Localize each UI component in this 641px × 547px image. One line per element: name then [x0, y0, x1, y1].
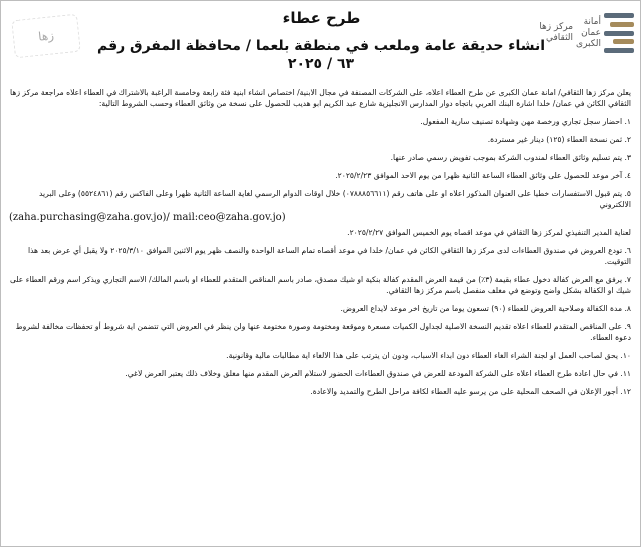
- condition-5-continued: لعناية المدير التنفيذي لمركز زها الثقافي في موعد اقصاه يوم الخميس الموافق ٢٠٢٥/٢/٢٧.: [347, 228, 631, 237]
- condition-7: ٧. يرفق مع العرض كفالة دخول عطاء بقيمة (٣٪) من قيمة العرض المقدم كفالة بنكية او شيك مصدق، صادر باسم المناقص المتقدم للعطاء او باسم المالك/ الاسم التجاري ويذكر اسم ورقم العطاء على شيك او الكفالة بشكل واضح وتوضع في مغلف منفصل باسم مركز زها الثقافي.: [9, 275, 631, 295]
- condition-10: ١٠. يحق لصاحب العمل او لجنة الشراء الغاء العطاء دون ابداء الاسباب، ودون ان يترتب على هذا الالغاء اية مطالبات مالية وقانونية.: [226, 351, 631, 360]
- condition-9: ٩. على المناقص المتقدم للعطاء اعلاه تقديم النسخة الاصلية لجداول الكميات مسعرة وموقعة ومختومة وصورة مختومة عنها ولن ينظر في العروض التي تتضمن اية شروط أو تحفظات مخالفة لشروط دعوة العطاء.: [15, 322, 631, 342]
- contact-emails: (zaha.purchasing@zaha.gov.jo)/ mail:ceo@zaha.gov.jo): [9, 212, 286, 223]
- page-title: طرح عطاء: [282, 9, 361, 27]
- watermark-text: زها: [37, 28, 55, 44]
- logo-line-4: عمان: [581, 27, 601, 38]
- logo-line-3: أمانة: [583, 16, 601, 27]
- condition-1: ١. احضار سجل تجاري ورخصة مهن وشهادة تصنيف سارية المفعول.: [420, 117, 631, 126]
- condition-3: ٣. يتم تسليم وثائق العطاء لمندوب الشركة بموجب تفويض رسمي صادر عنها.: [390, 153, 631, 162]
- logo-line-2: الثقافي: [545, 33, 574, 43]
- condition-12: ١٢. أجور الإعلان في الصحف المحلية على من يرسو عليه العطاء لكافة مراحل الطرح والتمديد والاعادة.: [310, 387, 631, 396]
- condition-2: ٢. ثمن نسخة العطاء (١٢٥) دينار غير مستردة.: [487, 135, 631, 144]
- tender-subtitle: انشاء حديقة عامة وملعب في منطقة بلعما / محافظة المفرق رقم ٦٣ / ٢٠٢٥: [96, 38, 546, 72]
- logo-line-1: مركز زها: [539, 22, 574, 32]
- intro-paragraph: يعلن مركز زها الثقافي/ امانة عمان الكبرى عن طرح العطاء اعلاه، على الشركات المصنفة في مجال الابنية/ اختصاص انشاء ابنية فئة رابعة وخامسة الراغبة بالاشتراك في العطاء اعلاه مراجعة مركز زها الثقافي الكائن في عمان/ خلدا اشارة البنك العربي باتجاه دوار المدارس الانجليزية شارع عبد الكريم ابو هديب للحصول على نسخة من وثائق العطاء وحسب الشروط التالية:: [10, 88, 631, 108]
- logo-line-5: الكبرى: [576, 38, 601, 49]
- condition-11: ١١. في حال اعادة طرح العطاء اعلاه على الشركة المودعة للعرض في صندوق العطاءات الحضور لاستلام العرض المقدم منها مغلق وخلاف ذلك يعتبر العرض لاغي.: [125, 369, 631, 378]
- condition-8: ٨. مدة الكفالة وصلاحية العروض للعطاء (٩٠) تسعون يوما من تاريخ اخر موعد لايداع العروض.: [340, 304, 631, 313]
- condition-6: ٦. تودع العروض في صندوق العطاءات لدى مركز زها الثقافي الكائن في عمان/ خلدا في موعد أقصاه تمام الساعة الواحدة والنصف ظهر يوم الاثنين الموافق ٢٠٢٥/٣/١٠ ولا يقبل أي عرض بعد هذا التوقيت.: [27, 246, 631, 266]
- condition-5: ٥. يتم قبول الاستفسارات خطيا على العنوان المذكور اعلاه او على هاتف رقم (٠٧٨٨٨٥٦٦١١) خلال اوقات الدوام الرسمي لغاية الساعة الثانية ظهرا وعلى الفاكس رقم (٥٥٢٤٨٦١) وعلى البريد الالكتروني: [39, 189, 631, 209]
- condition-4: ٤. آخر موعد للحصول على وثائق العطاء الساعة الثانية ظهرا من يوم الاحد الموافق ٢٠٢٥/٢/٢٣.: [335, 171, 631, 180]
- tender-body: [9, 87, 631, 404]
